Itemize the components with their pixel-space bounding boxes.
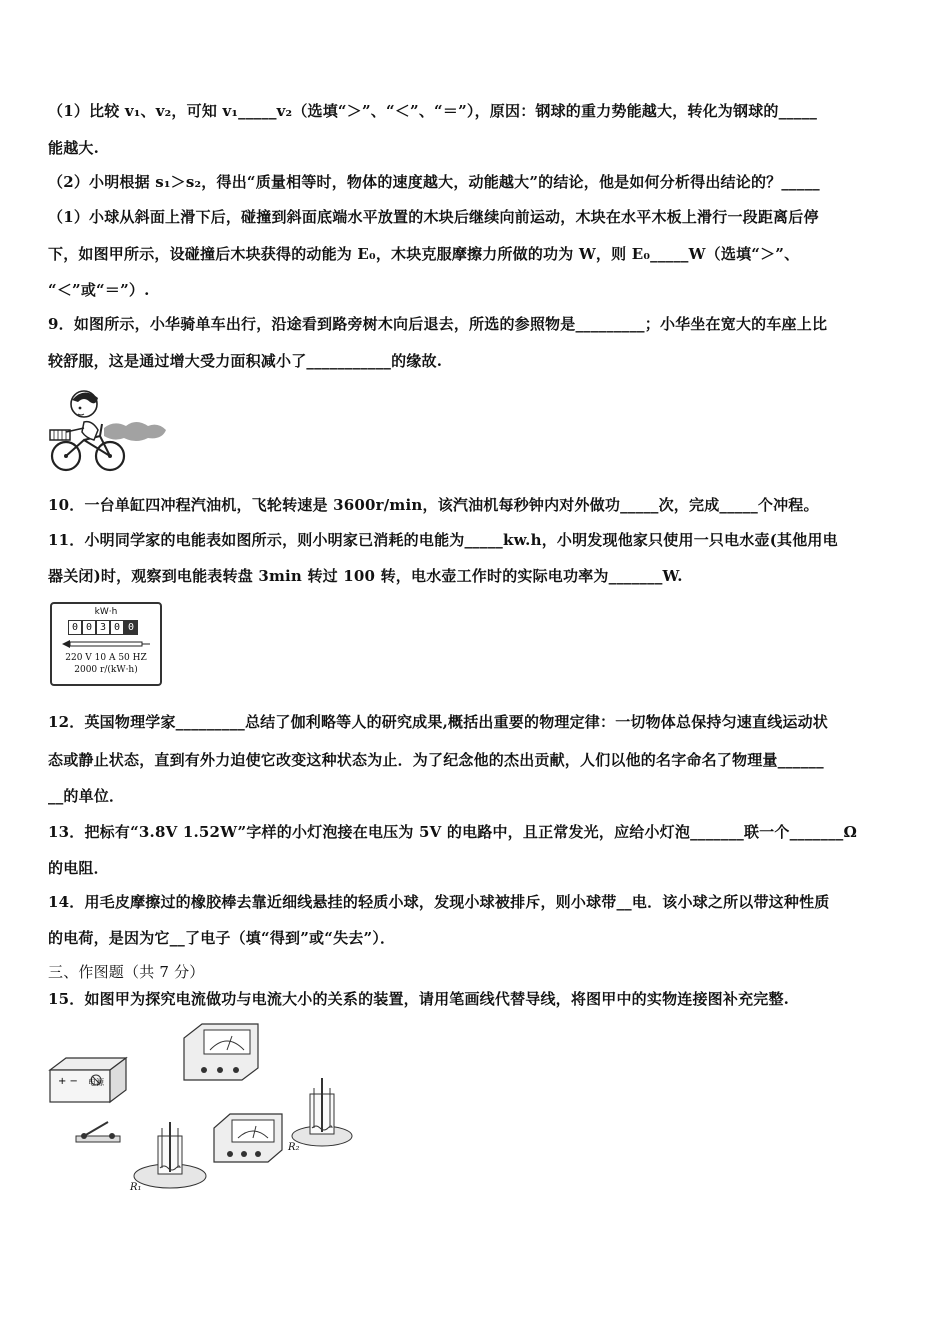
meter-disc-icon <box>60 638 152 650</box>
r1-label: R₁ <box>130 1182 142 1193</box>
power-supply-label: 电源 <box>88 1078 104 1087</box>
text-line: （2）小明根据 s₁＞s₂，得出“质量相等时，物体的速度越大，动能越大”的结论，他是如何分析得出结论的？_____ <box>48 173 820 191</box>
text-line: 下，如图甲所示，设碰撞后木块获得的动能为 E₀，木块克服摩擦力所做的功为 W，则 E₀_____W（选填“＞”、 <box>48 245 800 263</box>
text-line: 器关闭)时，观察到电能表转盘 3min 转过 100 转，电水壶工作时的实际电功率为_______W. <box>48 567 683 585</box>
meter-unit: kW·h <box>94 607 118 617</box>
question-14: 14．用毛皮摩擦过的橡胶棒去靠近细线悬挂的轻质小球，发现小球被排斥，则小球带__电．该小球之所以带这种性质 <box>48 893 830 911</box>
text-line: 的电阻． <box>48 859 109 877</box>
text-line: 较舒服，这是通过增大受力面积减小了___________的缘故. <box>48 352 443 370</box>
text-line: 态或静止状态，直到有外力迫使它改变这种状态为止．为了纪念他的杰出贡献，人们以他的名字命名了物理量______ <box>48 751 824 769</box>
question-11: 11．小明同学家的电能表如图所示，则小明家已消耗的电能为_____kw.h，小明发现他家只使用一只电水壶(其他用电 <box>48 531 838 549</box>
meter-rating: 220 V 10 A 50 HZ <box>65 653 147 663</box>
svg-text:+ −: + − <box>58 1076 78 1087</box>
text-line: （1）比较 v₁、v₂，可知 v₁_____v₂（选填“＞”、“＜”、“＝”），原因：钢球的重力势能越大，转化为钢球的_____ <box>48 102 818 120</box>
r2-label: R₂ <box>288 1142 300 1153</box>
question-9: 9．如图所示，小华骑单车出行，沿途看到路旁树木向后退去，所选的参照物是_________；小华坐在宽大的车座上比 <box>48 315 828 333</box>
text-line: 能越大. <box>48 139 100 157</box>
question-10: 10．一台单缸四冲程汽油机，飞轮转速是 3600r/min，该汽油机每秒钟内对外做功_____次，完成_____个冲程。 <box>48 496 819 514</box>
question-15: 15．如图甲为探究电流做功与电流大小的关系的装置，请用笔画线代替导线，将图甲中的实物连接图补充完整. <box>48 990 790 1008</box>
text-line: （1）小球从斜面上滑下后，碰撞到斜面底端水平放置的木块后继续向前运动，木块在水平木板上滑行一段距离后停 <box>48 208 819 226</box>
meter-digit: 0 <box>110 620 124 635</box>
text-line: __的单位． <box>48 787 125 805</box>
question-12: 12．英国物理学家_________总结了伽利略等人的研究成果,概括出重要的物理定律：一切物体总保持匀速直线运动状 <box>48 713 829 731</box>
text-line: 的电荷，是因为它__了电子（填“得到”或“失去”）． <box>48 929 396 947</box>
meter-digit: 0 <box>68 620 82 635</box>
meter-digit: 0 <box>82 620 96 635</box>
meter-digits <box>68 620 138 635</box>
meter-digit: 3 <box>96 620 110 635</box>
question-13: 13．把标有“3.8V 1.52W”字样的小灯泡接在电压为 5V 的电路中，且正常发光，应给小灯泡_______联一个_______Ω <box>48 823 858 841</box>
text-line: “＜”或“＝”）. <box>48 281 150 299</box>
energy-meter-figure <box>50 602 162 686</box>
meter-constant: 2000 r/(kW·h) <box>74 665 138 675</box>
meter-digit: 0 <box>124 620 138 635</box>
section-heading: 三、作图题（共 7 分） <box>48 963 205 981</box>
bicycle-figure <box>44 384 172 476</box>
circuit-figure <box>46 1018 354 1200</box>
